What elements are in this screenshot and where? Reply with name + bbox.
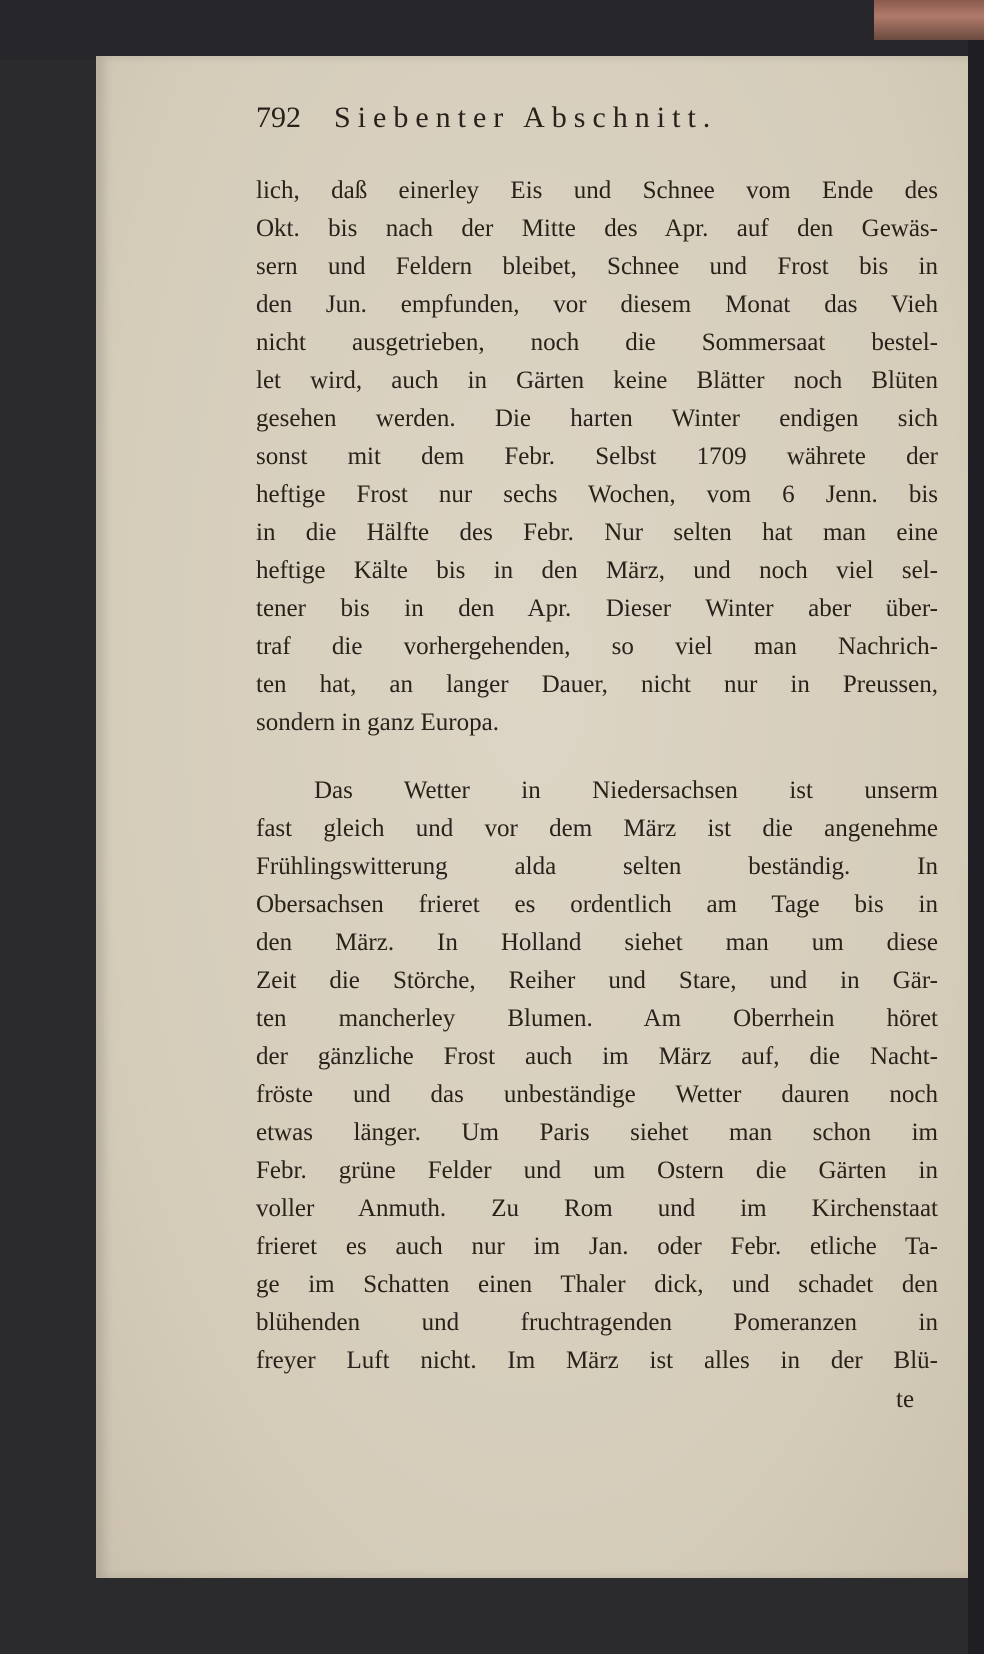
text-line: sonst mit dem Febr. Selbst 1709 währete der xyxy=(256,443,938,470)
text-line: Febr. grüne Felder und um Ostern die Gärten in xyxy=(256,1157,938,1184)
text-line: ge im Schatten einen Thaler dick, und schadet den xyxy=(256,1271,938,1298)
page-header xyxy=(256,98,896,138)
text-line: nicht ausgetrieben, noch die Sommersaat bestel- xyxy=(256,329,938,356)
text-line: ten mancherley Blumen. Am Oberrhein höret xyxy=(256,1005,938,1032)
text-line: etwas länger. Um Paris siehet man schon im xyxy=(256,1119,938,1146)
catchword: te xyxy=(896,1386,915,1413)
text-line: let wird, auch in Gärten keine Blätter noch Blüten xyxy=(256,367,938,394)
text-line: Okt. bis nach der Mitte des Apr. auf den Gewäs- xyxy=(256,215,938,242)
text-line: fröste und das unbeständige Wetter dauren noch xyxy=(256,1081,938,1108)
text-line: Obersachsen frieret es ordentlich am Tage bis in xyxy=(256,891,938,918)
page-number: 792 xyxy=(256,101,301,134)
paragraph-2 xyxy=(256,772,938,1380)
text-line: gesehen werden. Die harten Winter endigen sich xyxy=(256,405,938,432)
text-line: blühenden und fruchtragenden Pomeranzen in xyxy=(256,1309,938,1336)
running-head: Siebenter Abschnitt. xyxy=(334,101,718,134)
text-line: ten hat, an langer Dauer, nicht nur in Preussen, xyxy=(256,671,938,698)
text-line: sondern in ganz Europa. xyxy=(256,709,499,736)
paragraph-1 xyxy=(256,172,938,742)
text-line: den März. In Holland siehet man um diese xyxy=(256,929,938,956)
text-line: freyer Luft nicht. Im März ist alles in der Blü- xyxy=(256,1347,938,1374)
text-line: der gänzliche Frost auch im März auf, die Nacht- xyxy=(256,1043,938,1070)
scan-background-top xyxy=(0,0,984,60)
text-line: traf die vorhergehenden, so viel man Nachrich- xyxy=(256,633,938,660)
text-line: sern und Feldern bleibet, Schnee und Frost bis in xyxy=(256,253,938,280)
text-line: voller Anmuth. Zu Rom und im Kirchenstaat xyxy=(256,1195,938,1222)
text-line: frieret es auch nur im Jan. oder Febr. etliche Ta- xyxy=(256,1233,938,1260)
book-edge xyxy=(874,0,984,40)
text-line: heftige Frost nur sechs Wochen, vom 6 Jenn. bis xyxy=(256,481,938,508)
text-line: in die Hälfte des Febr. Nur selten hat man eine xyxy=(256,519,938,546)
text-line: tener bis in den Apr. Dieser Winter aber über- xyxy=(256,595,938,622)
text-line: Das Wetter in Niedersachsen ist unserm xyxy=(314,777,938,804)
scan-background-right xyxy=(968,40,984,1654)
text-line: Frühlingswitterung alda selten beständig. In xyxy=(256,853,938,880)
text-line: Zeit die Störche, Reiher und Stare, und in Gär- xyxy=(256,967,938,994)
text-line: lich, daß einerley Eis und Schnee vom Ende des xyxy=(256,177,938,204)
text-line: fast gleich und vor dem März ist die angenehme xyxy=(256,815,938,842)
text-line: heftige Kälte bis in den März, und noch viel sel- xyxy=(256,557,938,584)
text-line: den Jun. empfunden, vor diesem Monat das Vieh xyxy=(256,291,938,318)
